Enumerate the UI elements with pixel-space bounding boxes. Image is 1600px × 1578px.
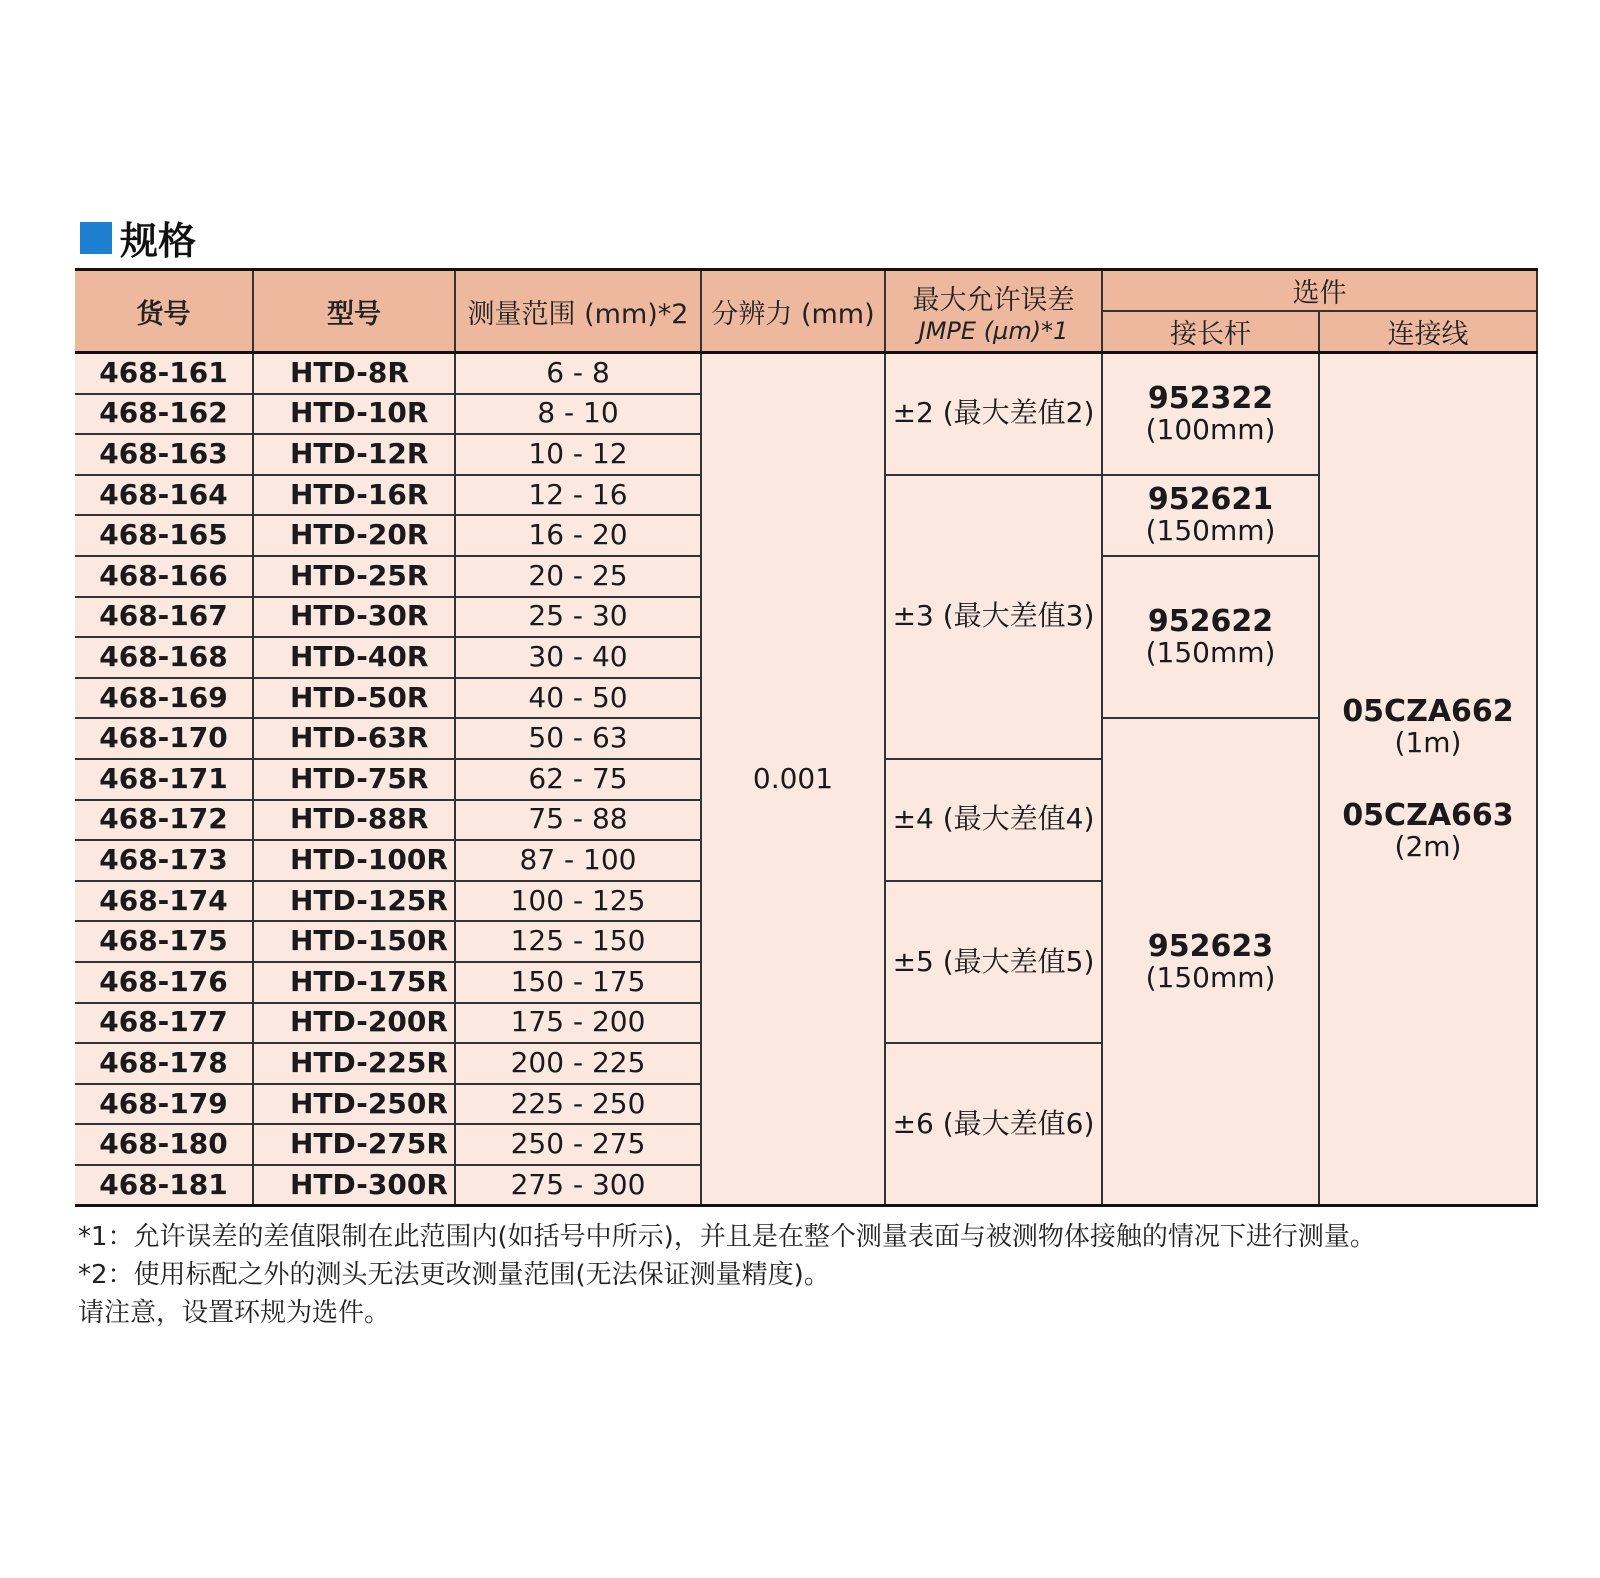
cell-mpe-1: ±2 (最大差值2) — [885, 353, 1102, 475]
table-row — [75, 353, 1537, 394]
cell-code: 468-180 — [75, 1124, 253, 1165]
cell-model: HTD-25R — [253, 556, 455, 597]
cell-code: 468-167 — [75, 597, 253, 638]
cell-model: HTD-30R — [253, 597, 455, 638]
footnote-1: *1：允许误差的差值限制在此范围内(如括号中所示)，并且是在整个测量表面与被测物体接触的情况下进行测量。 — [78, 1222, 1376, 1252]
cell-range: 225 - 250 — [455, 1084, 701, 1125]
cell-mpe-4: ±5 (最大差值5) — [885, 881, 1102, 1043]
cell-code: 468-173 — [75, 840, 253, 881]
cell-code: 468-174 — [75, 881, 253, 922]
cell-mpe-5: ±6 (最大差值6) — [885, 1043, 1102, 1206]
cell-range: 150 - 175 — [455, 962, 701, 1003]
cell-model: HTD-40R — [253, 637, 455, 678]
extension-code: 952621 — [1147, 482, 1274, 518]
cell-model: HTD-300R — [253, 1165, 455, 1206]
cell-model: HTD-10R — [253, 394, 455, 435]
cell-range: 12 - 16 — [455, 475, 701, 516]
cell-code: 468-163 — [75, 434, 253, 475]
cell-code: 468-168 — [75, 637, 253, 678]
cell-model: HTD-200R — [253, 1003, 455, 1044]
cell-range: 100 - 125 — [455, 881, 701, 922]
cell-mpe-3: ±4 (最大差值4) — [885, 759, 1102, 881]
header-options: 选件 — [1102, 270, 1537, 312]
cell-cables — [1319, 353, 1537, 1206]
cell-code: 468-162 — [75, 394, 253, 435]
cell-extension-2 — [1102, 475, 1319, 556]
cell-model: HTD-275R — [253, 1124, 455, 1165]
extension-code: 952623 — [1147, 929, 1274, 964]
cell-code: 468-172 — [75, 800, 253, 841]
cell-range: 200 - 225 — [455, 1043, 701, 1084]
section-title-text: 规格 — [120, 219, 197, 263]
extension-code: 952622 — [1147, 604, 1274, 640]
footnotes — [78, 1218, 1376, 1332]
cell-range: 50 - 63 — [455, 718, 701, 759]
header-mpe-line2: JMPE (µm)*1 — [918, 316, 1069, 345]
cell-mpe-2: ±3 (最大差值3) — [885, 475, 1102, 759]
extension-length: (100mm) — [1145, 412, 1276, 446]
header-cable: 连接线 — [1319, 311, 1537, 353]
cell-range: 175 - 200 — [455, 1003, 701, 1044]
cell-code: 468-176 — [75, 962, 253, 1003]
cell-model: HTD-63R — [253, 718, 455, 759]
section-title — [80, 210, 196, 265]
cell-range: 16 - 20 — [455, 515, 701, 556]
cell-range: 75 - 88 — [455, 800, 701, 841]
cell-model: HTD-225R — [253, 1043, 455, 1084]
footnote-3: 请注意，设置环规为选件。 — [78, 1298, 391, 1328]
cell-code: 468-175 — [75, 921, 253, 962]
cell-range: 250 - 275 — [455, 1124, 701, 1165]
extension-length: (150mm) — [1145, 514, 1276, 548]
cell-model: HTD-125R — [253, 881, 455, 922]
square-bullet-icon — [80, 222, 112, 254]
cable-code: 05CZA662 — [1342, 694, 1514, 730]
cell-range: 275 - 300 — [455, 1165, 701, 1206]
header-range: 测量范围 (mm)*2 — [455, 270, 701, 353]
cell-range: 87 - 100 — [455, 840, 701, 881]
cell-range: 40 - 50 — [455, 678, 701, 719]
extension-code: 952322 — [1147, 380, 1274, 416]
cell-code: 468-161 — [75, 353, 253, 394]
cell-model: HTD-175R — [253, 962, 455, 1003]
cell-range: 8 - 10 — [455, 394, 701, 435]
cell-model: HTD-75R — [253, 759, 455, 800]
cell-range: 125 - 150 — [455, 921, 701, 962]
cell-range: 62 - 75 — [455, 759, 701, 800]
header-code: 货号 — [75, 270, 253, 353]
footnote-2: *2：使用标配之外的测头无法更改测量范围(无法保证测量精度)。 — [78, 1260, 830, 1290]
cell-code: 468-169 — [75, 678, 253, 719]
cell-model: HTD-16R — [253, 475, 455, 516]
header-extension: 接长杆 — [1102, 311, 1319, 353]
extension-length: (150mm) — [1145, 636, 1276, 670]
cell-model: HTD-12R — [253, 434, 455, 475]
cell-range: 6 - 8 — [455, 353, 701, 394]
cell-range: 25 - 30 — [455, 597, 701, 638]
cell-resolution: 0.001 — [701, 353, 885, 1206]
cell-model: HTD-100R — [253, 840, 455, 881]
cable-code: 05CZA663 — [1342, 798, 1514, 834]
cell-code: 468-178 — [75, 1043, 253, 1084]
spec-table — [75, 268, 1538, 1207]
extension-length: (150mm) — [1145, 961, 1276, 994]
cell-model: HTD-88R — [253, 800, 455, 841]
cell-extension-4 — [1102, 718, 1319, 1206]
cell-code: 468-181 — [75, 1165, 253, 1206]
cable-length: (1m) — [1394, 726, 1462, 760]
cell-extension-3 — [1102, 556, 1319, 718]
cell-model: HTD-150R — [253, 921, 455, 962]
cable-length: (2m) — [1394, 830, 1462, 864]
cell-range: 20 - 25 — [455, 556, 701, 597]
cell-code: 468-165 — [75, 515, 253, 556]
cell-code: 468-166 — [75, 556, 253, 597]
cell-model: HTD-20R — [253, 515, 455, 556]
cell-code: 468-177 — [75, 1003, 253, 1044]
cell-range: 10 - 12 — [455, 434, 701, 475]
header-resolution: 分辨力 (mm) — [701, 270, 885, 353]
header-model: 型号 — [253, 270, 455, 353]
cell-model: HTD-50R — [253, 678, 455, 719]
cell-model: HTD-8R — [253, 353, 455, 394]
cell-model: HTD-250R — [253, 1084, 455, 1125]
cell-range: 30 - 40 — [455, 637, 701, 678]
cell-extension-1 — [1102, 353, 1319, 475]
cell-code: 468-179 — [75, 1084, 253, 1125]
cell-code: 468-164 — [75, 475, 253, 516]
cell-code: 468-170 — [75, 718, 253, 759]
header-mpe — [885, 270, 1102, 353]
header-mpe-line1: 最大允许误差 — [912, 284, 1075, 316]
cell-code: 468-171 — [75, 759, 253, 800]
